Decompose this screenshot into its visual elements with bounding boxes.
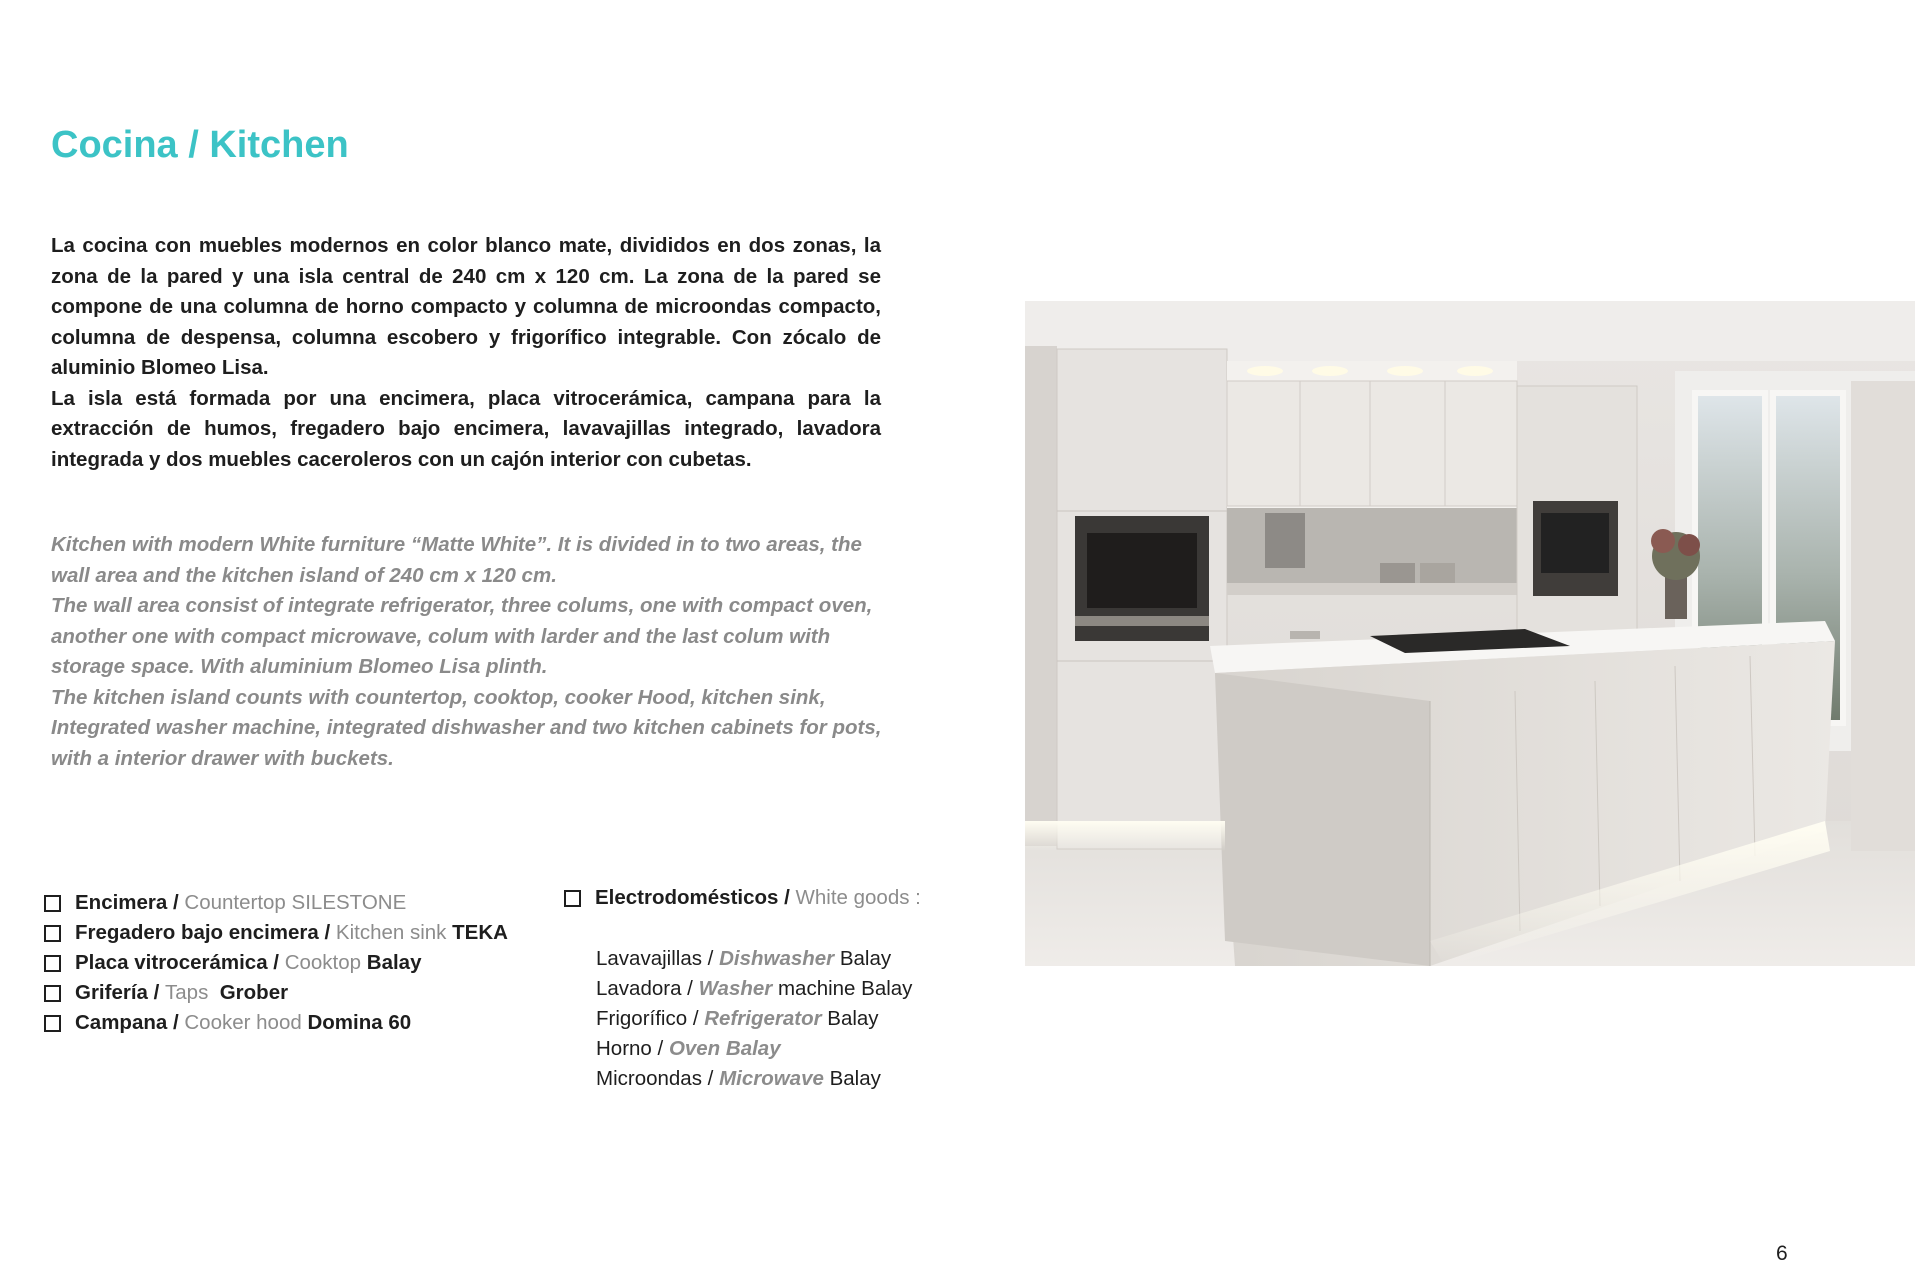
english-paragraph: The wall area consist of integrate refrigerator, three colums, one with compact oven, another one with compact microwave, colum with larder and the last colum with storage space. With aluminium Blomeo Lisa plinth. <box>51 594 873 678</box>
english-paragraph: The kitchen island counts with countertop, cooktop, cooker Hood, kitchen sink, Integrated washer machine, integrated dishwasher and two kitchen cabinets for pots, with a interior drawer with buckets. <box>51 685 882 770</box>
english-description <box>51 530 891 774</box>
appliance-item: Lavavajillas / Dishwasher Balay <box>596 947 892 970</box>
appliance-item: Lavadora / Washer machine Balay <box>596 977 913 1000</box>
checkbox-icon <box>44 895 61 912</box>
appliances-heading: Electrodomésticos / White goods : <box>564 883 921 913</box>
page-number: 6 <box>1776 1242 1788 1265</box>
appliance-item: Frigorífico / Refrigerator Balay <box>596 1007 879 1030</box>
page-title: Cocina / Kitchen <box>51 124 349 166</box>
checkbox-icon <box>44 985 61 1002</box>
material-item: Placa vitrocerámica / Cooktop Balay <box>44 948 508 978</box>
checkbox-icon <box>564 890 581 907</box>
materials-list <box>44 888 508 1038</box>
spanish-paragraph: La isla está formada por una encimera, placa vitrocerámica, campana para la extracción de humos, fregadero bajo encimera, lavavajillas integrado, lavadora integrada y dos muebles caceroleros con un cajón interior con cubetas. <box>51 386 881 471</box>
checkbox-icon <box>44 955 61 972</box>
checkbox-icon <box>44 925 61 942</box>
appliances-list <box>596 944 912 1094</box>
material-item: Grifería / Taps Grober <box>44 978 508 1008</box>
material-item: Campana / Cooker hood Domina 60 <box>44 1008 508 1038</box>
checkbox-icon <box>44 1015 61 1032</box>
appliance-item: Microondas / Microwave Balay <box>596 1067 881 1090</box>
kitchen-photo-image <box>1025 301 1915 966</box>
material-item: Encimera / Countertop SILESTONE <box>44 888 508 918</box>
english-paragraph: Kitchen with modern White furniture “Matte White”. It is divided in to two areas, the wall area and the kitchen island of 240 cm x 120 cm. <box>51 533 862 587</box>
material-item: Fregadero bajo encimera / Kitchen sink TEKA <box>44 918 508 948</box>
kitchen-photo <box>1025 301 1915 966</box>
appliance-item: Horno / Oven Balay <box>596 1037 781 1060</box>
spanish-paragraph: La cocina con muebles modernos en color blanco mate, divididos en dos zonas, la zona de la pared y una isla central de 240 cm x 120 cm. La zona de la pared se compone de una columna de horno compacto y columna de microondas compacto, columna de despensa, columna escobero y frigorífico integrable. Con zócalo de aluminio Blomeo Lisa. <box>51 234 881 379</box>
spanish-description <box>51 231 881 475</box>
